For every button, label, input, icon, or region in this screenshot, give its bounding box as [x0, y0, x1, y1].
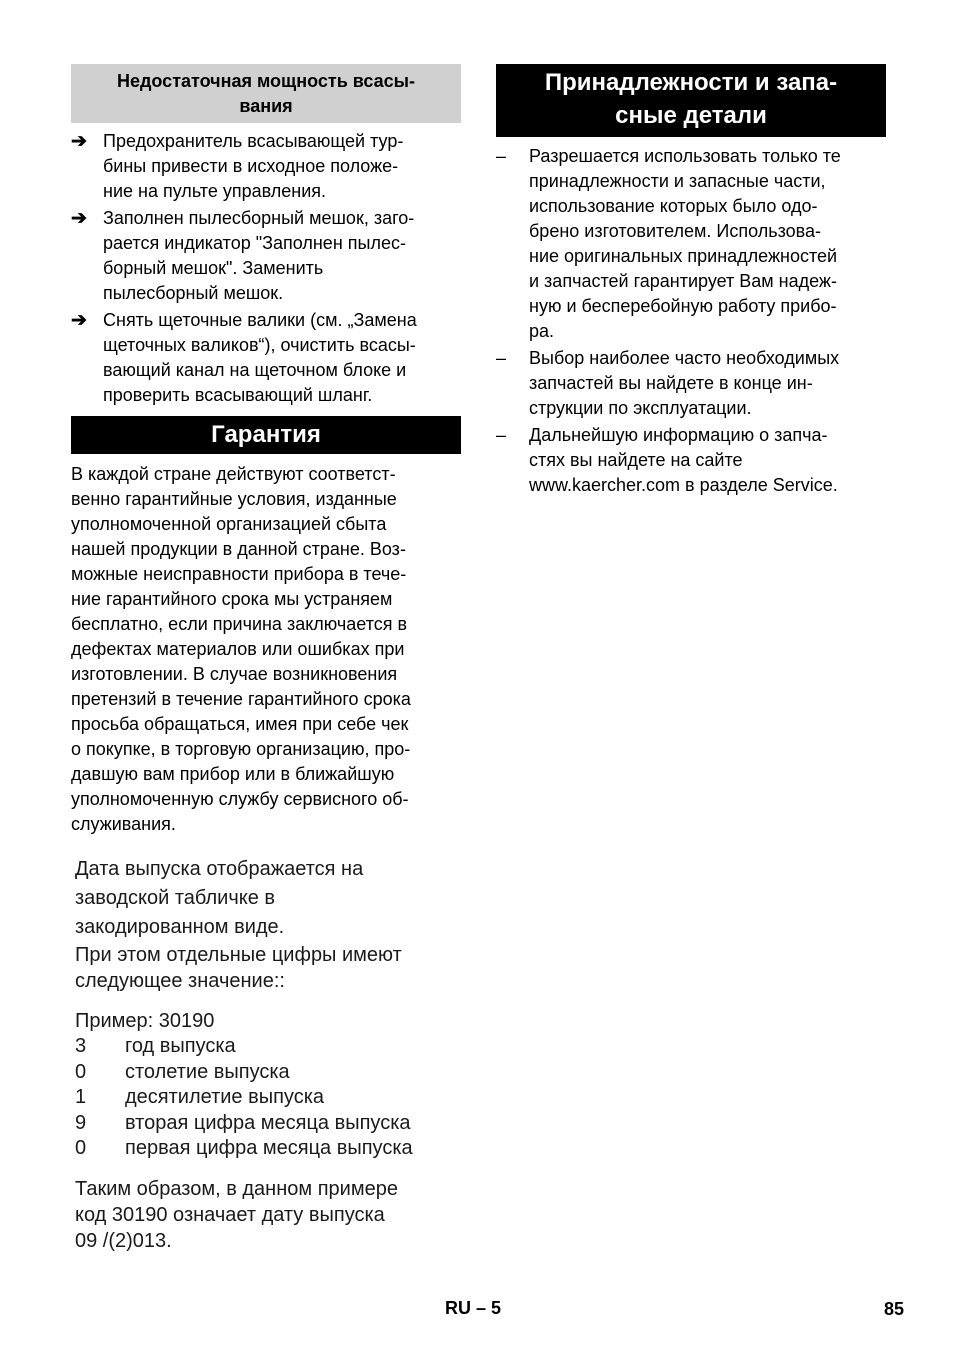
right-column [496, 64, 886, 500]
troubleshoot-item [71, 129, 461, 204]
code-row [75, 1034, 461, 1060]
warranty-heading-text: Гарантия [211, 421, 321, 448]
list-item-text: Разрешается использовать только те принадлежности и запасные части, использование которых было одо- брено изготовителем. Использова- ние оригинальных принадлежностей и запчастей гарантирует Вам надеж- ную и бесперебойную работу прибо- ра. [529, 146, 841, 341]
code-meaning: десятилетие выпуска [125, 1086, 325, 1108]
date-code-conclusion: Таким образом, в данном примере код 30190 означает дату выпуска 09 /(2)013. [75, 1177, 398, 1252]
code-meaning: первая цифра месяца выпуска [125, 1137, 413, 1159]
date-code-block [75, 855, 461, 1254]
warranty-heading [71, 416, 461, 454]
arrow-right-icon: ➔ [71, 310, 87, 331]
list-item-text: Дальнейшую информацию о запча- стях вы найдете на сайте www.kaercher.com в разделе Service. [529, 425, 838, 495]
troubleshoot-item [71, 206, 461, 306]
footer-section-code: RU – 5 [445, 1298, 502, 1318]
troubleshoot-heading [71, 64, 461, 123]
arrow-right-icon: ➔ [71, 131, 87, 152]
code-digit: 0 [75, 1137, 87, 1159]
troubleshoot-item-text: Предохранитель всасывающей тур- бины привести в исходное положе- ние на пульте управления. [103, 131, 404, 201]
list-item [496, 144, 886, 344]
list-item [496, 346, 886, 421]
date-code-intro-2: При этом отдельные цифры имеют следующее значение:: [75, 944, 402, 992]
code-digit: 3 [75, 1035, 87, 1057]
code-meaning: вторая цифра месяца выпуска [125, 1111, 411, 1134]
accessories-heading [496, 64, 886, 137]
dash-bullet: – [496, 425, 507, 445]
list-item-text: Выбор наиболее часто необходимых запчастей вы найдете в конце ин- струкции по эксплуатации. [529, 348, 840, 418]
dash-bullet: – [496, 146, 507, 166]
troubleshoot-heading-text: Недостаточная мощность всасы- вания [116, 71, 415, 116]
code-row [75, 1111, 461, 1137]
accessories-list [496, 144, 886, 498]
accessories-heading-text: Принадлежности и запа- сные детали [544, 69, 838, 129]
page-number: 85 [884, 1299, 905, 1319]
date-code-example: Пример: 30190 [75, 1010, 215, 1032]
code-digit: 0 [75, 1060, 87, 1083]
code-digit: 1 [75, 1086, 87, 1108]
list-item [496, 423, 886, 498]
code-meaning: столетие выпуска [125, 1060, 290, 1083]
arrow-right-icon: ➔ [71, 208, 87, 229]
left-column [71, 64, 461, 1254]
dash-bullet: – [496, 348, 507, 368]
troubleshoot-item-text: Заполнен пылесборный мешок, заго- рается индикатор "Заполнен пылес- борный мешок". Заменить пылесборный мешок. [103, 208, 415, 303]
date-code-intro: Дата выпуска отображается на заводской табличке в закодированном виде. [75, 858, 364, 938]
troubleshoot-item [71, 308, 461, 408]
code-row [75, 1085, 461, 1111]
code-row [75, 1060, 461, 1086]
code-digit: 9 [75, 1111, 87, 1134]
code-meaning: год выпуска [125, 1035, 236, 1057]
warranty-text: В каждой стране действуют соответст- венно гарантийные условия, изданные уполномоченной организацией сбыта нашей продукции в данной стране. Воз- можные неисправности прибора в тече- ние гарантийного срока мы устраняем бесплатно, если причина заключается в дефектах материалов или ошибках при изготовлении. В случае возникновения претензий в течение гарантийного срока просьба обращаться, имея при себе чек о покупке, в торговую организацию, про- давшую вам прибор или в ближайшую уполномоченную службу сервисного об- служивания. [71, 464, 411, 834]
troubleshoot-item-text: Снять щеточные валики (см. „Замена щеточных валиков“), очистить всасы- вающий канал на щеточном блоке и проверить всасывающий шланг. [103, 310, 417, 405]
code-row [75, 1136, 461, 1162]
